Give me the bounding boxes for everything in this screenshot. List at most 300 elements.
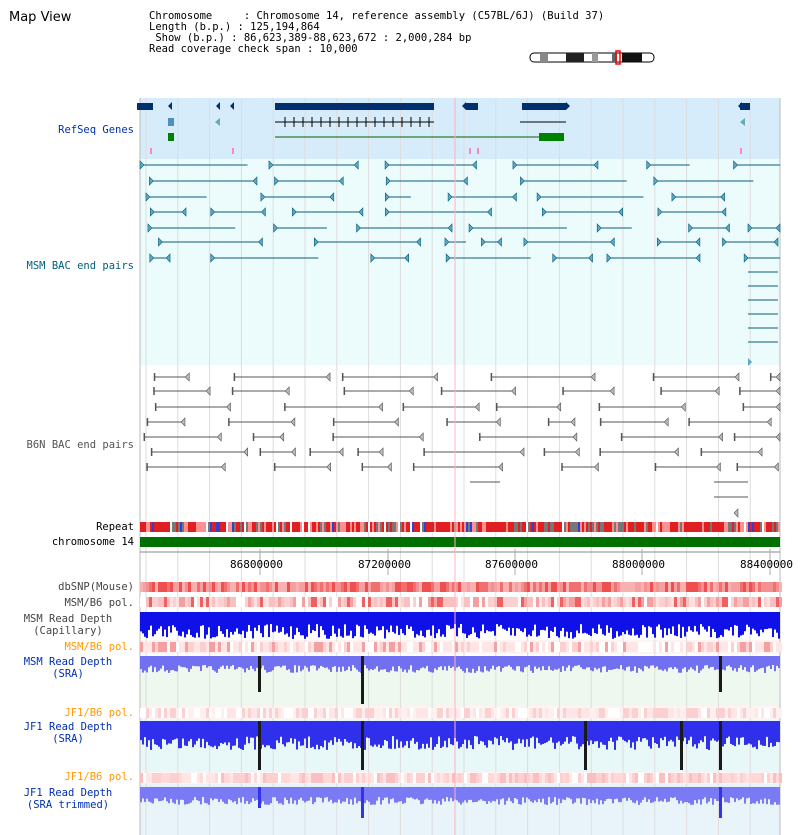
msm-sra-bar xyxy=(322,656,324,667)
jf1-sra-bar xyxy=(652,721,654,737)
label-jf1-b6-pol: JF1/B6 pol. xyxy=(64,707,134,719)
msm-pol2-cell xyxy=(719,642,722,652)
dbsnp-cell xyxy=(245,582,248,592)
msm-capillary-bar xyxy=(680,612,682,638)
jf1-trim-bar xyxy=(178,787,180,805)
msm-capillary-bar xyxy=(602,612,604,634)
msm-capillary-bar xyxy=(756,612,758,633)
jf1-pol2-cell xyxy=(587,773,590,783)
jf1-trim-bar xyxy=(556,787,558,805)
jf1-sra-bar xyxy=(436,721,438,744)
msm-pol2-cell xyxy=(581,642,584,652)
jf1-sra-bar xyxy=(242,721,244,750)
msm-pol2-cell xyxy=(608,642,611,652)
msm-pol2-cell xyxy=(590,642,593,652)
jf1-pol-cell xyxy=(143,708,146,718)
jf1-pol-cell xyxy=(464,708,467,718)
repeat-segment xyxy=(172,522,174,532)
msm-sra-bar xyxy=(250,656,252,666)
dbsnp-cell xyxy=(749,582,752,592)
msm-pol-cell xyxy=(218,597,221,607)
msm-capillary-bar xyxy=(230,612,232,632)
jf1-trim-bar xyxy=(232,787,234,802)
jf1-sra-bar xyxy=(714,721,716,741)
repeat-segment xyxy=(552,522,554,532)
msm-pol-cell xyxy=(725,597,728,607)
msm-capillary-bar xyxy=(494,612,496,636)
jf1-trim-bar xyxy=(646,787,648,802)
msm-pol-cell xyxy=(680,597,683,607)
chromosome-ideogram[interactable] xyxy=(530,51,654,64)
repeat-segment xyxy=(342,522,344,532)
repeat-segment xyxy=(160,522,162,532)
msm-pol2-cell xyxy=(575,642,578,652)
msm-capillary-bar xyxy=(746,612,748,625)
msm-sra-bar xyxy=(320,656,322,666)
msm-pol2-cell xyxy=(641,642,644,652)
msm-pol-cell xyxy=(590,597,593,607)
jf1-pol-cell xyxy=(773,708,776,718)
msm-capillary-bar xyxy=(280,612,282,632)
dbsnp-cell xyxy=(485,582,488,592)
msm-pol-cell xyxy=(683,597,686,607)
jf1-sra-bar xyxy=(340,721,342,742)
b6n-end-glyph xyxy=(342,373,344,381)
msm-pol2-cell xyxy=(404,642,407,652)
msm-pol-cell xyxy=(413,597,416,607)
dbsnp-cell xyxy=(242,582,245,592)
jf1-sra-bar xyxy=(670,721,672,740)
jf1-pol-cell xyxy=(494,708,497,718)
msm-pol2-cell xyxy=(635,642,638,652)
repeat-segment xyxy=(650,522,652,532)
msm-sra-bar xyxy=(390,656,392,671)
repeat-segment xyxy=(216,522,218,532)
repeat-segment xyxy=(298,522,300,532)
msm-pol2-cell xyxy=(383,642,386,652)
msm-sra-bar xyxy=(772,656,774,665)
msm-capillary-bar xyxy=(686,612,688,632)
b6n-end-glyph xyxy=(600,418,602,426)
msm-sra-bar xyxy=(756,656,758,671)
msm-sra-bar xyxy=(154,656,156,667)
jf1-pol2-cell xyxy=(248,773,251,783)
msm-capillary-bar xyxy=(714,612,716,632)
label-b6n-bac[interactable]: B6N BAC end pairs xyxy=(26,439,134,451)
jf1-sra-bar xyxy=(408,721,410,748)
dbsnp-cell xyxy=(200,582,203,592)
msm-pol2-cell xyxy=(380,642,383,652)
msm-capillary-bar xyxy=(436,612,438,633)
dbsnp-cell xyxy=(671,582,674,592)
repeat-segment xyxy=(278,522,280,532)
msm-capillary-bar xyxy=(482,612,484,625)
dbsnp-cell xyxy=(377,582,380,592)
label-refseq[interactable]: RefSeq Genes xyxy=(58,124,134,136)
msm-pol2-cell xyxy=(308,642,311,652)
jf1-sra-bar xyxy=(540,721,542,745)
jf1-pol2-cell xyxy=(752,773,755,783)
msm-sra-bar xyxy=(364,656,366,665)
msm-sra-bar xyxy=(500,656,502,672)
repeat-segment xyxy=(640,522,642,532)
jf1-pol-cell xyxy=(185,708,188,718)
dbsnp-cell xyxy=(194,582,197,592)
msm-pol-cell xyxy=(329,597,332,607)
msm-sra-bar xyxy=(392,656,394,667)
show-info: Show (b.p.) : 86,623,389-88,623,672 : 2,000,284 bp xyxy=(149,32,472,44)
dbsnp-cell xyxy=(674,582,677,592)
jf1-pol2-cell xyxy=(245,773,248,783)
msm-sra-bar xyxy=(560,656,562,672)
repeat-segment xyxy=(632,522,634,532)
msm-pol2-cell xyxy=(662,642,665,652)
jf1-sra-bar xyxy=(334,721,336,737)
repeat-segment xyxy=(578,522,580,532)
jf1-pol-cell xyxy=(209,708,212,718)
msm-sra-bar xyxy=(598,656,600,668)
jf1-pol-cell xyxy=(557,708,560,718)
dbsnp-cell xyxy=(518,582,521,592)
msm-sra-bar xyxy=(398,656,400,666)
dbsnp-cell xyxy=(275,582,278,592)
msm-capillary-bar xyxy=(356,612,358,625)
jf1-trim-bar xyxy=(324,787,326,798)
jf1-trim-bar xyxy=(144,787,146,802)
msm-capillary-bar xyxy=(716,612,718,638)
msm-sra-bar xyxy=(276,656,278,666)
jf1-trim-bar xyxy=(506,787,508,801)
msm-sra-bar xyxy=(330,656,332,672)
msm-sra-bar xyxy=(162,656,164,666)
msm-pol-cell xyxy=(572,597,575,607)
jf1-trim-bar xyxy=(330,787,332,800)
msm-capillary-bar xyxy=(500,612,502,625)
msm-pol-cell xyxy=(191,597,194,607)
jf1-trim-bar xyxy=(320,787,322,798)
jf1-sra-bar xyxy=(636,721,638,741)
jf1-sra-bar xyxy=(332,721,334,745)
msm-pol-cell xyxy=(509,597,512,607)
jf1-pol2-cell xyxy=(242,773,245,783)
msm-pol2-cell xyxy=(359,642,362,652)
jf1-trim-bar xyxy=(382,787,384,800)
jf1-trim-bar xyxy=(314,787,316,802)
msm-capillary-bar xyxy=(184,612,186,637)
dbsnp-cell xyxy=(743,582,746,592)
repeat-segment xyxy=(722,522,724,532)
jf1-sra-bar xyxy=(774,721,776,746)
jf1-trim-bar xyxy=(200,787,202,804)
refseq-marker xyxy=(150,148,152,154)
msm-sra-bar xyxy=(498,656,500,666)
repeat-segment xyxy=(740,522,742,532)
jf1-sra-bar xyxy=(664,721,666,737)
jf1-trim-bar xyxy=(612,787,614,803)
jf1-pol2-cell xyxy=(554,773,557,783)
jf1-sra-bar xyxy=(490,721,492,741)
msm-sra-bar xyxy=(278,656,280,666)
jf1-sra-bar xyxy=(686,721,688,744)
msm-capillary-bar xyxy=(776,612,778,633)
jf1-trim-bar xyxy=(290,787,292,798)
msm-pol-cell xyxy=(458,597,461,607)
msm-pol-cell xyxy=(485,597,488,607)
repeat-segment xyxy=(316,522,318,532)
repeat-segment xyxy=(260,522,262,532)
repeat-segment xyxy=(236,522,238,532)
jf1-sra-bar xyxy=(572,721,574,736)
dbsnp-cell xyxy=(473,582,476,592)
depth-spike xyxy=(680,721,683,770)
jf1-pol-cell xyxy=(410,708,413,718)
msm-capillary-bar xyxy=(398,612,400,635)
jf1-pol-cell xyxy=(647,708,650,718)
jf1-trim-bar xyxy=(406,787,408,798)
msm-capillary-bar xyxy=(140,612,142,631)
jf1-sra-bar xyxy=(460,721,462,747)
msm-pol-cell xyxy=(728,597,731,607)
jf1-pol2-cell xyxy=(161,773,164,783)
msm-capillary-bar xyxy=(622,612,624,632)
dbsnp-cell xyxy=(656,582,659,592)
repeat-segment xyxy=(472,522,474,532)
jf1-pol2-cell xyxy=(338,773,341,783)
jf1-trim-bar xyxy=(762,787,764,804)
jf1-pol2-cell xyxy=(758,773,761,783)
msm-capillary-bar xyxy=(650,612,652,627)
jf1-trim-bar xyxy=(196,787,198,800)
msm-sra-bar xyxy=(550,656,552,670)
msm-pol-cell xyxy=(449,597,452,607)
jf1-trim-bar xyxy=(412,787,414,799)
msm-pol-cell xyxy=(281,597,284,607)
msm-pol2-cell xyxy=(704,642,707,652)
msm-sra-bar xyxy=(592,656,594,671)
jf1-sra-bar xyxy=(300,721,302,746)
jf1-pol-cell xyxy=(383,708,386,718)
repeat-segment xyxy=(512,522,514,532)
jf1-trim-bar xyxy=(554,787,556,797)
jf1-sra-bar xyxy=(416,721,418,742)
dbsnp-cell xyxy=(599,582,602,592)
msm-sra-bar xyxy=(596,656,598,669)
jf1-sra-bar xyxy=(640,721,642,742)
msm-pol-cell xyxy=(677,597,680,607)
jf1-sra-bar xyxy=(590,721,592,740)
msm-capillary-bar xyxy=(190,612,192,635)
jf1-pol2-cell xyxy=(155,773,158,783)
msm-pol-cell xyxy=(149,597,152,607)
jf1-trim-bar xyxy=(498,787,500,804)
msm-sra-bar xyxy=(574,656,576,666)
jf1-trim-bar xyxy=(298,787,300,800)
repeat-segment xyxy=(678,522,680,532)
msm-capillary-bar xyxy=(608,612,610,633)
msm-capillary-bar xyxy=(378,612,380,630)
msm-sra-bar xyxy=(476,656,478,671)
msm-capillary-bar xyxy=(402,612,404,633)
jf1-trim-bar xyxy=(670,787,672,797)
jf1-trim-bar xyxy=(302,787,304,801)
b6n-end-glyph xyxy=(232,387,234,395)
jf1-pol2-cell xyxy=(764,773,767,783)
dbsnp-cell xyxy=(665,582,668,592)
repeat-segment xyxy=(736,522,738,532)
msm-pol-cell xyxy=(473,597,476,607)
msm-sra-bar xyxy=(642,656,644,671)
jf1-sra-bar xyxy=(618,721,620,737)
jf1-pol-cell xyxy=(581,708,584,718)
msm-sra-bar xyxy=(644,656,646,666)
dbsnp-cell xyxy=(650,582,653,592)
jf1-trim-bar xyxy=(544,787,546,804)
jf1-trim-bar xyxy=(274,787,276,797)
msm-capillary-bar xyxy=(396,612,398,626)
jf1-sra-bar xyxy=(328,721,330,742)
msm-pol2-cell xyxy=(434,642,437,652)
jf1-pol2-cell xyxy=(383,773,386,783)
msm-pol-cell xyxy=(278,597,281,607)
msm-sra-bar xyxy=(490,656,492,669)
jf1-trim-bar xyxy=(206,787,208,803)
msm-pol2-cell xyxy=(740,642,743,652)
msm-pol2-cell xyxy=(254,642,257,652)
msm-sra-bar xyxy=(554,656,556,669)
msm-pol-cell xyxy=(179,597,182,607)
repeat-segment xyxy=(384,522,386,532)
jf1-pol-cell xyxy=(587,708,590,718)
jf1-pol-cell xyxy=(272,708,275,718)
msm-pol2-cell xyxy=(566,642,569,652)
repeat-segment xyxy=(630,522,632,532)
jf1-sra-bar xyxy=(638,721,640,737)
msm-sra-bar xyxy=(670,656,672,667)
dbsnp-cell xyxy=(752,582,755,592)
msm-capillary-bar xyxy=(226,612,228,629)
msm-pol-cell xyxy=(419,597,422,607)
jf1-pol2-cell xyxy=(572,773,575,783)
msm-pol-cell xyxy=(773,597,776,607)
msm-capillary-bar xyxy=(304,612,306,639)
jf1-trim-bar xyxy=(164,787,166,797)
jf1-pol-cell xyxy=(239,708,242,718)
repeat-segment xyxy=(350,522,352,532)
msm-pol-cell xyxy=(665,597,668,607)
msm-sra-bar xyxy=(410,656,412,665)
jf1-sra-bar xyxy=(220,721,222,743)
jf1-trim-bar xyxy=(594,787,596,803)
msm-sra-bar xyxy=(722,656,724,670)
jf1-sra-bar xyxy=(252,721,254,738)
jf1-trim-bar xyxy=(736,787,738,798)
msm-pol-cell xyxy=(224,597,227,607)
jf1-pol-cell xyxy=(326,708,329,718)
msm-pol-cell xyxy=(353,597,356,607)
jf1-sra-bar xyxy=(544,721,546,743)
jf1-trim-bar xyxy=(496,787,498,799)
msm-pol-cell xyxy=(623,597,626,607)
msm-sra-bar xyxy=(394,656,396,671)
msm-sra-bar xyxy=(204,656,206,665)
msm-sra-bar xyxy=(176,656,178,671)
jf1-pol-cell xyxy=(575,708,578,718)
jf1-trim-bar xyxy=(358,787,360,801)
msm-capillary-bar xyxy=(708,612,710,626)
jf1-trim-bar xyxy=(480,787,482,799)
msm-pol-cell xyxy=(659,597,662,607)
repeat-segment xyxy=(546,522,548,532)
msm-pol-cell xyxy=(338,597,341,607)
repeat-segment xyxy=(508,522,510,532)
jf1-pol-cell xyxy=(236,708,239,718)
dbsnp-cell xyxy=(173,582,176,592)
msm-sra-bar xyxy=(168,656,170,673)
jf1-trim-bar xyxy=(690,787,692,805)
msm-pol2-cell xyxy=(209,642,212,652)
jf1-sra-bar xyxy=(198,721,200,738)
jf1-trim-bar xyxy=(688,787,690,803)
jf1-pol-cell xyxy=(536,708,539,718)
repeat-segment xyxy=(626,522,628,532)
jf1-sra-bar xyxy=(712,721,714,738)
jf1-pol2-cell xyxy=(425,773,428,783)
msm-sra-bar xyxy=(426,656,428,666)
repeat-segment xyxy=(516,522,518,532)
label-msm-bac[interactable]: MSM BAC end pairs xyxy=(26,260,134,272)
msm-pol-cell xyxy=(713,597,716,607)
msm-pol2-cell xyxy=(530,642,533,652)
msm-pol2-cell xyxy=(557,642,560,652)
jf1-trim-bar xyxy=(490,787,492,803)
msm-sra-bar xyxy=(762,656,764,668)
msm-pol-cell xyxy=(266,597,269,607)
msm-sra-bar xyxy=(342,656,344,667)
repeat-segment xyxy=(196,522,198,532)
repeat-segment xyxy=(312,522,314,532)
jf1-trim-bar xyxy=(460,787,462,805)
jf1-sra-bar xyxy=(330,721,332,740)
jf1-sra-bar xyxy=(734,721,736,746)
dbsnp-cell xyxy=(302,582,305,592)
msm-sra-bar xyxy=(534,656,536,666)
dbsnp-cell xyxy=(272,582,275,592)
jf1-pol2-cell xyxy=(326,773,329,783)
jf1-trim-bar xyxy=(540,787,542,802)
jf1-sra-bar xyxy=(626,721,628,742)
repeat-segment xyxy=(532,522,534,532)
jf1-trim-bar xyxy=(546,787,548,805)
jf1-pol2-cell xyxy=(722,773,725,783)
jf1-trim-bar xyxy=(492,787,494,801)
msm-capillary-bar xyxy=(772,612,774,637)
msm-sra-bar xyxy=(236,656,238,669)
dbsnp-cell xyxy=(380,582,383,592)
repeat-segment xyxy=(462,522,464,532)
msm-pol-cell xyxy=(203,597,206,607)
jf1-trim-bar xyxy=(252,787,254,798)
msm-pol-cell xyxy=(689,597,692,607)
jf1-sra-bar xyxy=(474,721,476,736)
b6n-end-glyph xyxy=(333,418,335,426)
jf1-pol-cell xyxy=(140,708,143,718)
msm-capillary-bar xyxy=(524,612,526,628)
jf1-sra-bar xyxy=(582,721,584,744)
msm-capillary-bar xyxy=(642,612,644,625)
dbsnp-cell xyxy=(332,582,335,592)
jf1-pol-cell xyxy=(662,708,665,718)
jf1-trim-bar xyxy=(524,787,526,803)
